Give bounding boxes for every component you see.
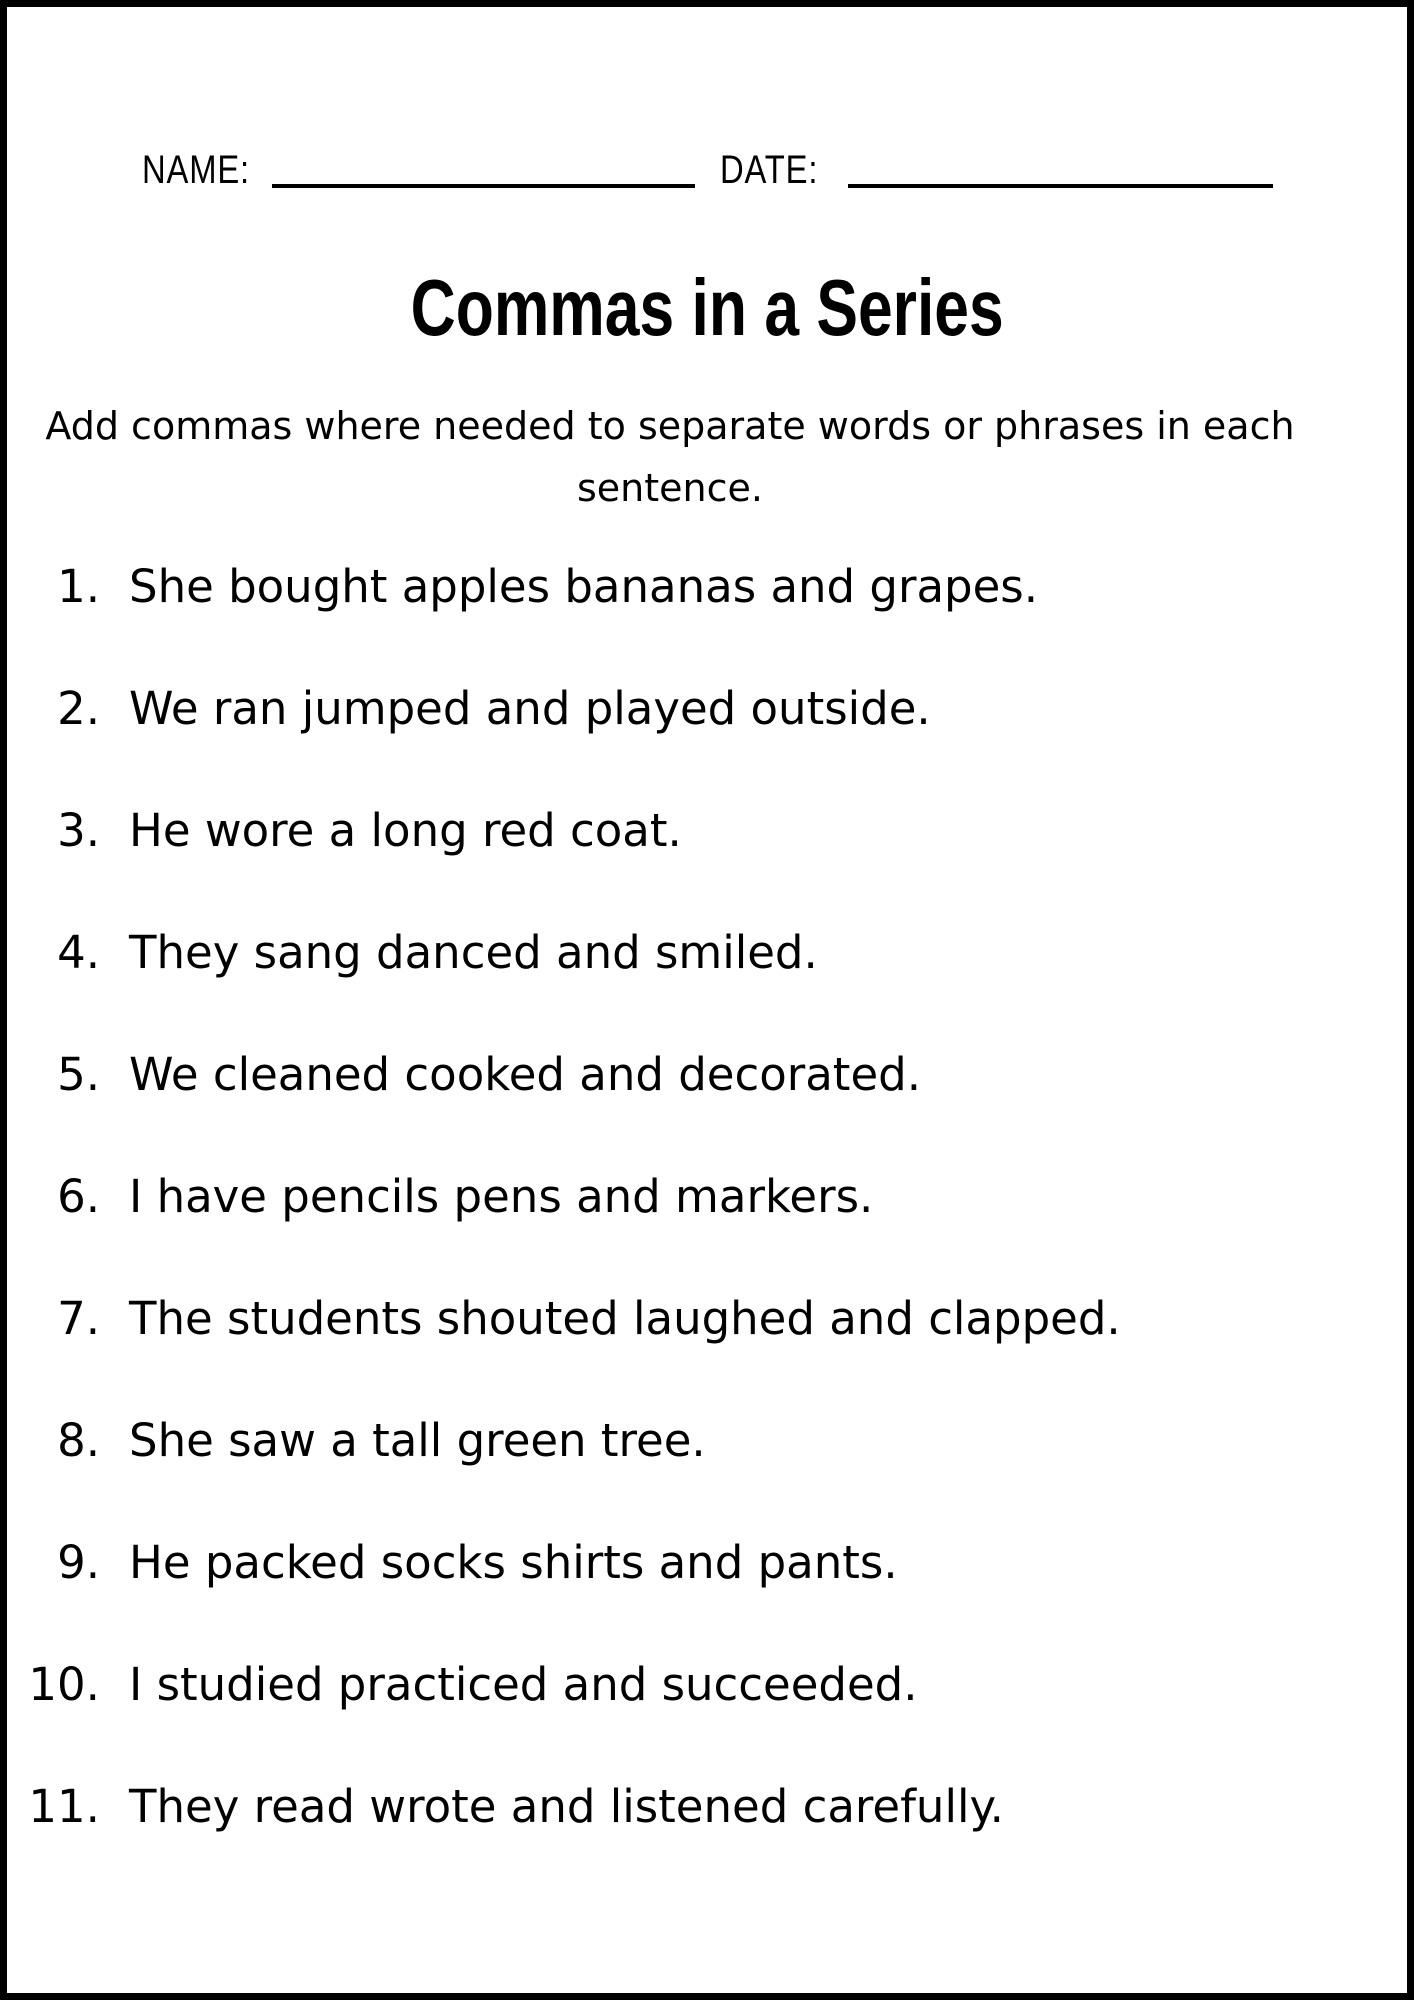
item-number: 8. xyxy=(57,1414,100,1467)
item-number: 1. xyxy=(57,560,100,613)
item-sentence: He packed socks shirts and pants. xyxy=(129,1536,898,1589)
item-number: 6. xyxy=(57,1170,100,1223)
item-sentence: I studied practiced and succeeded. xyxy=(129,1658,918,1711)
exercise-item xyxy=(0,804,1414,864)
date-field-line[interactable] xyxy=(848,184,1273,188)
name-field-line[interactable] xyxy=(272,184,695,188)
item-sentence: They sang danced and smiled. xyxy=(129,926,818,979)
exercise-item xyxy=(0,1170,1414,1230)
item-sentence: The students shouted laughed and clapped. xyxy=(129,1292,1121,1345)
item-sentence: I have pencils pens and markers. xyxy=(129,1170,874,1223)
item-number: 2. xyxy=(57,682,100,735)
item-number: 10. xyxy=(28,1658,100,1711)
worksheet-title xyxy=(0,262,1414,354)
item-sentence: We cleaned cooked and decorated. xyxy=(129,1048,922,1101)
exercise-item xyxy=(0,1536,1414,1596)
item-sentence: We ran jumped and played outside. xyxy=(129,682,931,735)
exercise-item xyxy=(0,682,1414,742)
instructions xyxy=(20,395,1320,519)
item-sentence: She bought apples bananas and grapes. xyxy=(129,560,1039,613)
item-number: 7. xyxy=(57,1292,100,1345)
item-number: 5. xyxy=(57,1048,100,1101)
exercise-item xyxy=(0,1048,1414,1108)
item-sentence: She saw a tall green tree. xyxy=(129,1414,706,1467)
item-sentence: They read wrote and listened carefully. xyxy=(129,1780,1004,1833)
item-number: 11. xyxy=(28,1780,100,1833)
exercise-item xyxy=(0,560,1414,620)
title-text: Commas in a Series xyxy=(410,263,1004,352)
exercise-item xyxy=(0,926,1414,986)
item-number: 4. xyxy=(57,926,100,979)
instructions-text: Add commas where needed to separate words or phrases in each sentence. xyxy=(45,404,1295,510)
exercise-item xyxy=(0,1414,1414,1474)
exercise-item xyxy=(0,1780,1414,1840)
item-sentence: He wore a long red coat. xyxy=(129,804,682,857)
date-label: DATE: xyxy=(720,148,819,192)
item-number: 9. xyxy=(57,1536,100,1589)
name-label: NAME: xyxy=(142,148,250,192)
exercise-item xyxy=(0,1292,1414,1352)
exercise-item xyxy=(0,1658,1414,1718)
item-number: 3. xyxy=(57,804,100,857)
